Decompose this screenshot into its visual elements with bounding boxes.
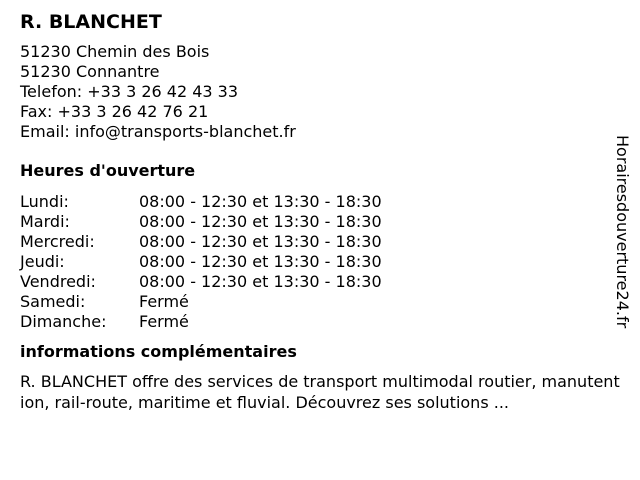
day-hours: Fermé: [139, 312, 189, 331]
additional-info-heading: informations complémentaires: [20, 342, 297, 361]
business-card: [20, 10, 620, 413]
day-hours: 08:00 - 12:30 et 13:30 - 18:30: [139, 272, 382, 291]
day-label: Mercredi:: [20, 232, 95, 251]
hours-row-wednesday: [20, 232, 620, 252]
site-watermark: Horairesdouverture24.fr: [613, 135, 632, 329]
hours-row-monday: [20, 192, 620, 212]
fax-number: Fax: +33 3 26 42 76 21: [20, 102, 209, 121]
day-label: Jeudi:: [20, 252, 65, 271]
hours-row-sunday: [20, 312, 620, 332]
hours-row-tuesday: [20, 212, 620, 232]
day-hours: 08:00 - 12:30 et 13:30 - 18:30: [139, 192, 382, 211]
hours-row-saturday: [20, 292, 620, 312]
day-label: Mardi:: [20, 212, 70, 231]
day-label: Lundi:: [20, 192, 69, 211]
day-label: Samedi:: [20, 292, 86, 311]
company-name: R. BLANCHET: [20, 11, 162, 33]
day-label: Vendredi:: [20, 272, 96, 291]
day-label: Dimanche:: [20, 312, 107, 331]
hours-row-thursday: [20, 252, 620, 272]
email-address[interactable]: Email: info@transports-blanchet.fr: [20, 122, 296, 141]
opening-hours-heading: Heures d'ouverture: [20, 161, 196, 180]
phone-number[interactable]: Telefon: +33 3 26 42 43 33: [20, 82, 239, 101]
day-hours: Fermé: [139, 292, 189, 311]
address-line-1: 51230 Chemin des Bois: [20, 42, 210, 61]
business-description: R. BLANCHET offre des services de transport multimodal routier, manutention, rail-route, maritime et fluvial. Découvrez ses solutions ...: [20, 372, 620, 412]
opening-hours-list: [20, 192, 620, 332]
address-line-2: 51230 Connantre: [20, 62, 160, 81]
day-hours: 08:00 - 12:30 et 13:30 - 18:30: [139, 252, 382, 271]
hours-row-friday: [20, 272, 620, 292]
day-hours: 08:00 - 12:30 et 13:30 - 18:30: [139, 232, 382, 251]
day-hours: 08:00 - 12:30 et 13:30 - 18:30: [139, 212, 382, 231]
